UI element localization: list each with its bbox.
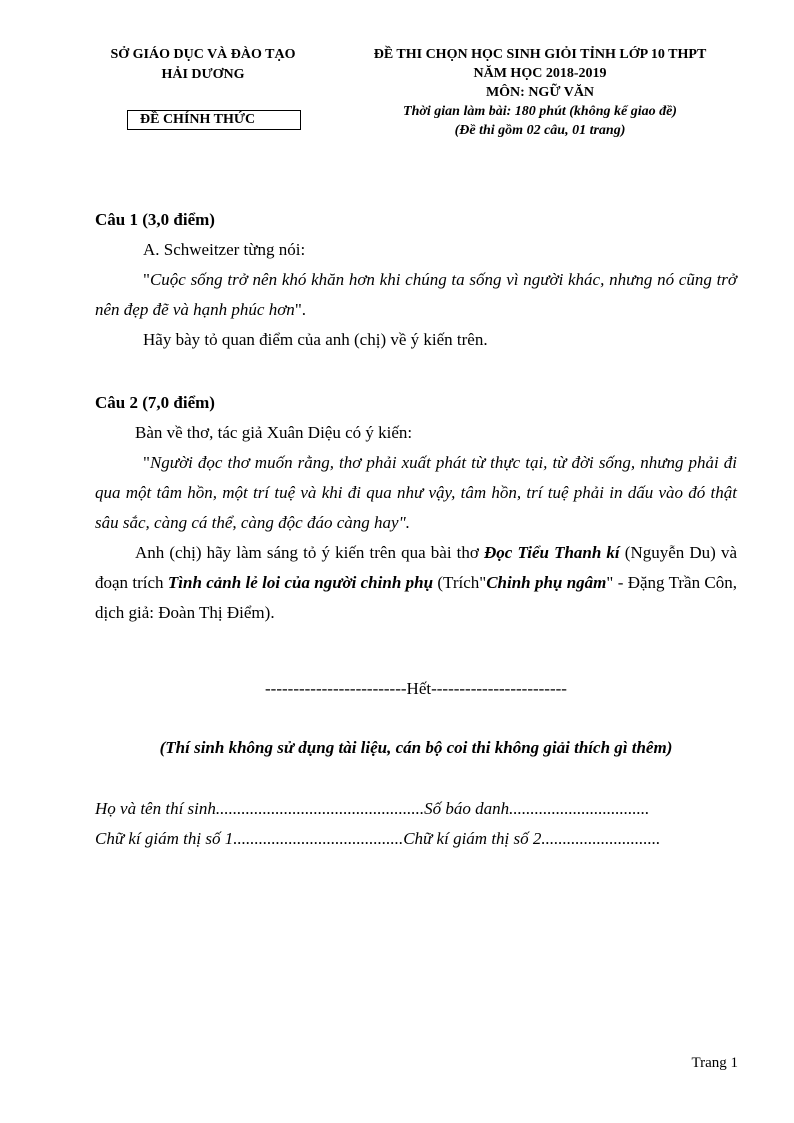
department-name: SỞ GIÁO DỤC VÀ ĐÀO TẠO: [110, 47, 296, 62]
subject: MÔN: NGỮ VĂN: [485, 85, 595, 100]
province-name: HẢI DƯƠNG: [161, 67, 245, 82]
pages-note: (Đề thi gồm 02 câu, 01 trang): [454, 123, 626, 138]
quote-open-mark: ": [143, 270, 150, 289]
quote-open-mark: ": [143, 453, 150, 472]
quote-text: Cuộc sống trở nên khó khăn hơn khi chúng ta sống vì người khác, nhưng nó cũng trở nên đẹp đẽ và hạnh phúc hơn: [95, 270, 737, 319]
page-number: Trang 1: [691, 1055, 738, 1071]
question-1-intro: A. Schweitzer từng nói:: [143, 240, 306, 259]
task-text: " - Đặng Trần Côn, dịch giả: Đoàn Thị Điểm).: [95, 573, 738, 622]
official-exam-box: ĐỀ CHÍNH THỨC: [127, 110, 301, 130]
candidate-name-line: Họ và tên thí sinh.................................................Số báo danh.................................: [95, 799, 650, 818]
question-1-title: Câu 1 (3,0 điểm): [95, 210, 215, 229]
quote-close-mark: ".: [294, 300, 307, 319]
work-title-1: Đọc Tiểu Thanh kí: [484, 543, 620, 562]
question-2-task: [95, 538, 737, 628]
end-marker: -------------------------Hết------------------------: [265, 679, 567, 698]
question-1-task: Hãy bày tỏ quan điểm của anh (chị) về ý kiến trên.: [143, 330, 488, 349]
question-2-quote: [95, 448, 737, 538]
exam-header: [336, 45, 744, 140]
department-header: [82, 45, 324, 85]
proctor-signature-line: Chữ kí giám thị số 1........................................Chữ kí giám thị số 2............................: [95, 829, 661, 848]
task-text: Anh (chị) hãy làm sáng tỏ ý kiến trên qua bài thơ: [135, 543, 485, 562]
question-2-title: Câu 2 (7,0 điểm): [95, 393, 215, 412]
task-text: (Nguyễn Du) và đoạn trích: [95, 543, 738, 592]
time-note: Thời gian làm bài: 180 phút (không kể giao đề): [403, 104, 677, 119]
exam-title: ĐỀ THI CHỌN HỌC SINH GIỎI TỈNH LỚP 10 THPT: [373, 47, 707, 62]
work-title-2: Tình cảnh lẻ loi của người chinh phụ: [167, 573, 434, 592]
task-text: (Trích": [433, 573, 487, 592]
exam-note: (Thí sinh không sử dụng tài liệu, cán bộ coi thi không giải thích gì thêm): [159, 738, 673, 757]
school-year: NĂM HỌC 2018-2019: [473, 66, 607, 81]
question-2-intro: Bàn về thơ, tác giả Xuân Diệu có ý kiến:: [135, 423, 413, 442]
quote-text: Người đọc thơ muốn rằng, thơ phải xuất phát từ thực tại, từ đời sống, nhưng phải đi qua một tâm hồn, một trí tuệ và khi đi qua như vậy, tâm hồn, trí tuệ phải in dấu vào đó thật sâu sắc, càng cá thể, càng độc đáo càng hay".: [95, 453, 737, 532]
question-1-quote: [95, 265, 737, 325]
exam-content: [95, 205, 737, 854]
work-title-3: Chinh phụ ngâm: [486, 573, 607, 592]
